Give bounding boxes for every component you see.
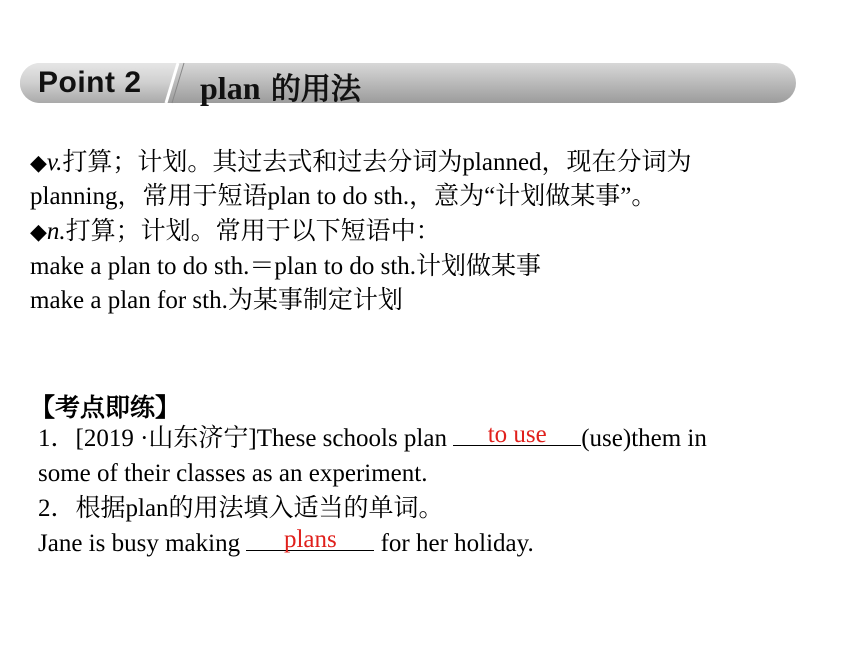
verb-definition-text: 打算；计划。其过去式和过去分词为planned，现在分词为	[62, 149, 692, 176]
part-of-speech-v: v.	[46, 149, 63, 176]
point-label: Point 2	[38, 66, 142, 99]
question-1	[38, 422, 707, 456]
question-1-blank	[453, 423, 581, 446]
question-2-prefix: Jane is busy making	[38, 530, 247, 557]
question-1-prefix: 1．[2019 ·山东济宁]These schools plan	[38, 425, 454, 452]
title-en: plan	[200, 70, 261, 106]
verb-usage-line: planning，常用于短语plan to do sth.，意为“计划做某事”。	[30, 183, 657, 210]
question-1-line-2: some of their classes as an experiment.	[38, 460, 428, 487]
phrase-line-1: make a plan to do sth.＝plan to do sth.计划做某事	[30, 253, 542, 280]
title-cn: 的用法	[260, 72, 361, 107]
question-2	[38, 527, 534, 561]
diamond-bullet-icon: ◆	[30, 220, 47, 245]
question-2-suffix: for her holiday.	[374, 530, 534, 557]
question-1-suffix: (use)them in	[581, 425, 707, 452]
diamond-bullet-icon: ◆	[30, 151, 47, 176]
noun-definition-line	[30, 215, 441, 250]
question-1-answer: to use	[487, 421, 547, 448]
question-2-answer: plans	[283, 526, 337, 553]
phrase-line-2: make a plan for sth.为某事制定计划	[30, 287, 403, 314]
exercise-title: 【考点即练】	[30, 395, 181, 422]
noun-definition-text: 打算；计划。常用于以下短语中：	[65, 218, 441, 245]
section-title	[200, 64, 361, 108]
section-header-banner	[20, 62, 796, 107]
question-2-instruction: 2．根据plan的用法填入适当的单词。	[38, 495, 444, 522]
question-2-blank	[246, 528, 374, 551]
verb-definition-line	[30, 146, 692, 181]
part-of-speech-n: n.	[46, 218, 66, 245]
